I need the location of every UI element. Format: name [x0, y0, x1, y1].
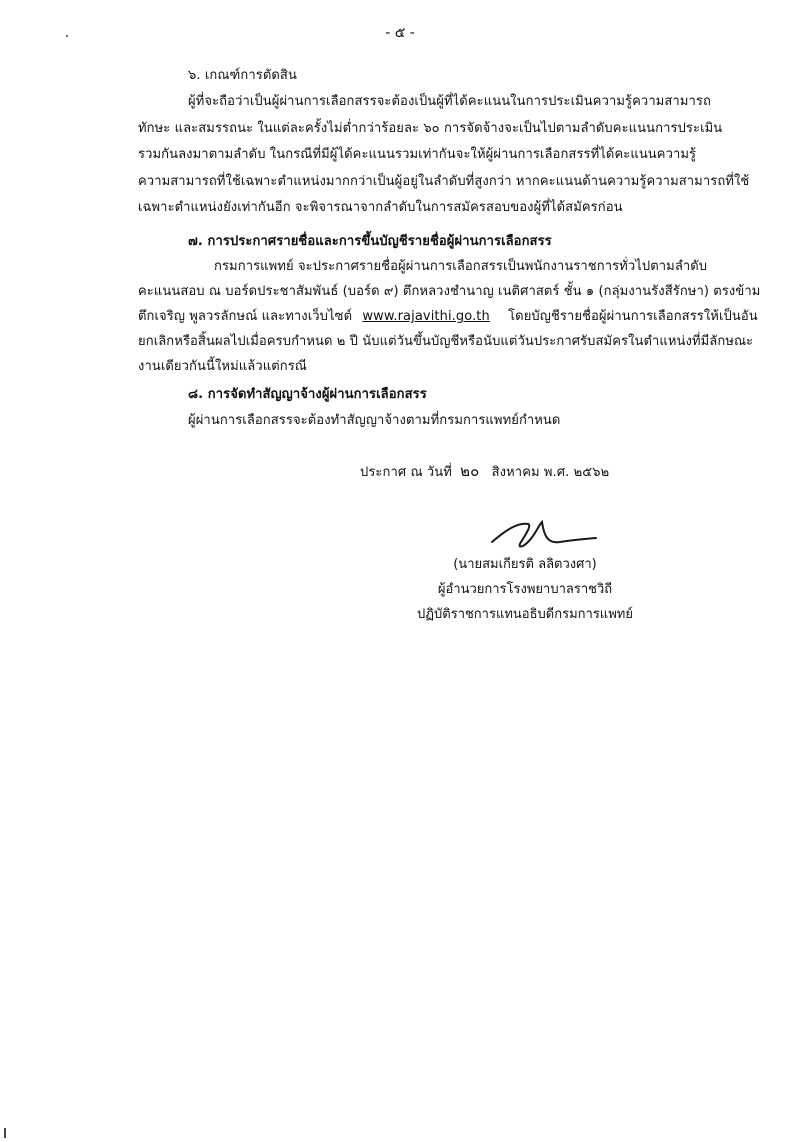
section-7-line-3 — [138, 308, 758, 326]
announcement-date — [360, 462, 609, 482]
section-6-line: ผู้ที่จะถือว่าเป็นผู้ผ่านการเลือกสรรจะต้องเป็นผู้ที่ได้คะแนนในการประเมินความรู้ความสามารถ — [188, 94, 711, 109]
signer-acting: ปฏิบัติราชการแทนอธิบดีกรมการแพทย์ — [417, 607, 633, 622]
scan-speck — [66, 35, 68, 37]
scan-speck — [4, 1128, 6, 1138]
section-7-title: ๗. การประกาศรายชื่อและการขึ้นบัญชีรายชื่อผู้ผ่านการเลือกสรร — [188, 234, 552, 249]
signer-name: (นายสมเกียรติ ลลิตวงศา) — [453, 557, 597, 572]
section-7-text: โดยบัญชีรายชื่อผู้ผ่านการเลือกสรรให้เป็นอัน — [508, 309, 758, 324]
signature — [488, 512, 598, 558]
announcement-month-year: สิงหาคม พ.ศ. ๒๕๖๒ — [491, 465, 610, 480]
section-7-line: คะแนนสอบ ณ บอร์ดประชาสัมพันธ์ (บอร์ด ๙) ตึกหลวงชำนาญ เนติศาสตร์ ชั้น ๑ (กลุ่มงานรังสีรักษา) ตรงข้าม — [138, 284, 761, 299]
announcement-prefix: ประกาศ ณ วันที่ — [360, 465, 452, 480]
section-6-line: รวมกันลงมาตามลำดับ ในกรณีที่มีผู้ได้คะแนนรวมเท่ากันจะให้ผู้ผ่านการเลือกสรรที่ได้คะแนนความรู้ — [138, 147, 697, 162]
section-6-title: ๖. เกณฑ์การตัดสิน — [188, 68, 297, 83]
signer-position: ผู้อำนวยการโรงพยาบาลราชวิถี — [437, 582, 613, 597]
section-6-line: เฉพาะตำแหน่งยังเท่ากันอีก จะพิจารณาจากลำดับในการสมัครสอบของผู้ที่ได้สมัครก่อน — [138, 200, 623, 215]
announcement-day: ๒๐ — [460, 462, 480, 480]
website-link[interactable]: www.rajavithi.go.th — [362, 309, 490, 324]
section-7-line: กรมการแพทย์ จะประกาศรายชื่อผู้ผ่านการเลือกสรรเป็นพนักงานราชการทั่วไปตามลำดับ — [214, 259, 708, 274]
section-8-line: ผู้ผ่านการเลือกสรรจะต้องทำสัญญาจ้างตามที่กรมการแพทย์กำหนด — [188, 413, 561, 428]
section-7-line: งานเดียวกันนี้ใหม่แล้วแต่กรณี — [138, 359, 307, 374]
section-6-line: ทักษะ และสมรรถนะ ในแต่ละครั้งไม่ต่ำกว่าร้อยละ ๖๐ การจัดจ้างจะเป็นไปตามลำดับคะแนนการประเมิน — [138, 121, 723, 136]
section-7-line: ยกเลิกหรือสิ้นผลไปเมื่อครบกำหนด ๒ ปี นับแต่วันขึ้นบัญชีหรือนับแต่วันประกาศรับสมัครในตำแหน่งที่มีลักษณะ — [138, 334, 754, 349]
section-6-line: ความสามารถที่ใช้เฉพาะตำแหน่งมากกว่าเป็นผู้อยู่ในลำดับที่สูงกว่า หากคะแนนด้านความรู้ความสามารถที่ใช้ — [138, 174, 750, 189]
section-8-title: ๘. การจัดทำสัญญาจ้างผู้ผ่านการเลือกสรร — [188, 387, 427, 402]
page-number: - ๕ - — [385, 25, 415, 41]
section-7-text: ตึกเจริญ พูลวรลักษณ์ และทางเว็บไซต์ — [138, 309, 353, 324]
